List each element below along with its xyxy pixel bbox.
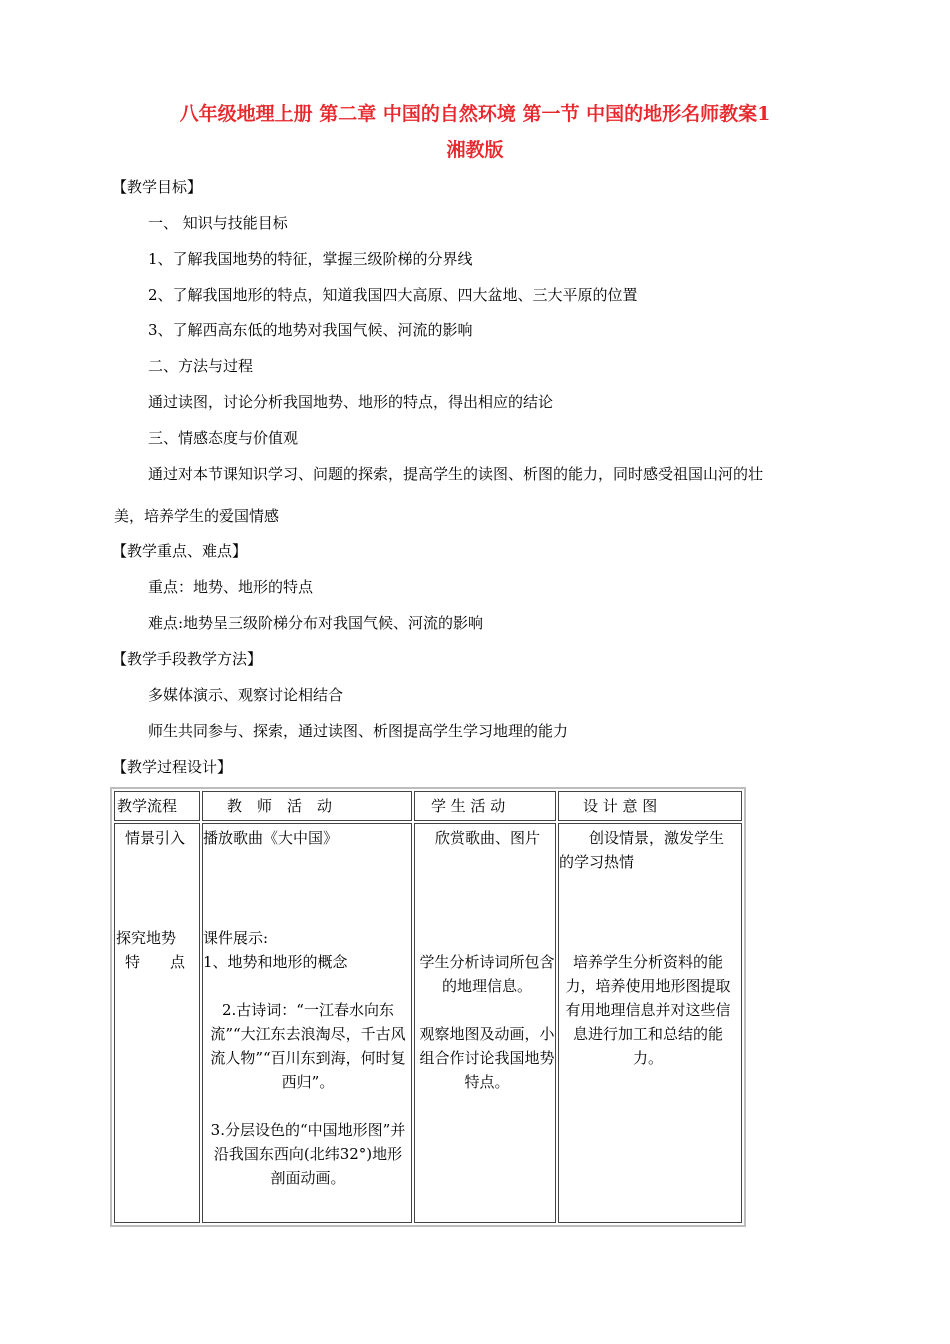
method-item: 多媒体演示、观察讨论相结合 (148, 686, 344, 704)
key-points-heading: 【教学重点、难点】 (112, 542, 248, 560)
key-point: 重点：地势、地形的特点 (148, 578, 314, 596)
objective-2-heading: 二、方法与过程 (148, 357, 254, 375)
teacher-activity: 课件展示: (203, 929, 269, 947)
table-header-cell: 教学流程 (114, 791, 200, 821)
student-activity: 欣赏歌曲、图片 (435, 829, 541, 847)
document-title (110, 96, 840, 168)
teacher-activity: 3.分层设色的“中国地形图”并沿我国东西向(北纬32°)地形剖面动画。 (210, 1121, 406, 1187)
objectives-heading: 【教学目标】 (112, 178, 203, 196)
process-table (110, 787, 746, 1227)
title-line-1: 八年级地理上册 第二章 中国的自然环境 第一节 中国的地形名师教案1 (179, 103, 771, 125)
table-header-cell: 学 生 活 动 (414, 791, 556, 821)
teacher-activity-cell (202, 823, 412, 1223)
flow-label: 探究地势 (116, 929, 177, 947)
teacher-activity: 播放歌曲《大中国》 (203, 829, 339, 847)
objective-1-item: 3、了解西高东低的地势对我国气候、河流的影响 (148, 321, 473, 339)
objective-1-item: 1、了解我国地势的特征，掌握三级阶梯的分界线 (148, 250, 473, 268)
teacher-activity: 2.古诗词：“一江春水向东流”“大江东去浪淘尽，千古风流人物”“百川东到海，何时复西归”。 (210, 1001, 406, 1091)
table-header-row (114, 791, 742, 821)
flow-cell (114, 823, 200, 1223)
student-activity-cell (414, 823, 556, 1223)
objective-2-text: 通过读图，讨论分析我国地势、地形的特点，得出相应的结论 (148, 393, 554, 411)
method-item: 师生共同参与、探索，通过读图、析图提高学生学习地理的能力 (148, 722, 569, 740)
objective-3-text: 通过对本节课知识学习、问题的探索，提高学生的读图、析图的能力，同时感受祖国山河的壮 (148, 465, 764, 483)
flow-label: 情景引入 (125, 829, 186, 847)
difficult-point: 难点:地势呈三级阶梯分布对我国气候、河流的影响 (148, 614, 484, 632)
student-activity: 学生分析诗词所包含的地理信息。 (419, 953, 555, 995)
teacher-activity: 1、地势和地形的概念 (203, 953, 348, 971)
title-line-2: 湘教版 (446, 139, 504, 161)
objective-3-heading: 三、情感态度与价值观 (148, 429, 299, 447)
table-header-cell: 教 师 活 动 (202, 791, 412, 821)
objective-3-text-cont: 美，培养学生的爱国情感 (114, 507, 280, 525)
table-row (114, 823, 742, 1223)
objective-1-heading: 一、 知识与技能目标 (148, 214, 288, 232)
design-intent: 培养学生分析资料的能力，培养使用地形图提取有用地理信息并对这些信息进行加工和总结的能力。 (565, 953, 731, 1067)
table-header-cell: 设 计 意 图 (558, 791, 742, 821)
objective-1-item: 2、了解我国地形的特点，知道我国四大高原、四大盆地、三大平原的位置 (148, 286, 638, 304)
student-activity: 观察地图及动画，小组合作讨论我国地势特点。 (419, 1025, 555, 1091)
flow-label: 特 点 (125, 953, 186, 971)
methods-heading: 【教学手段教学方法】 (112, 650, 263, 668)
design-intent-cell (558, 823, 742, 1223)
process-heading: 【教学过程设计】 (112, 758, 233, 776)
design-intent: 创设情景，激发学生的学习热情 (559, 829, 725, 871)
